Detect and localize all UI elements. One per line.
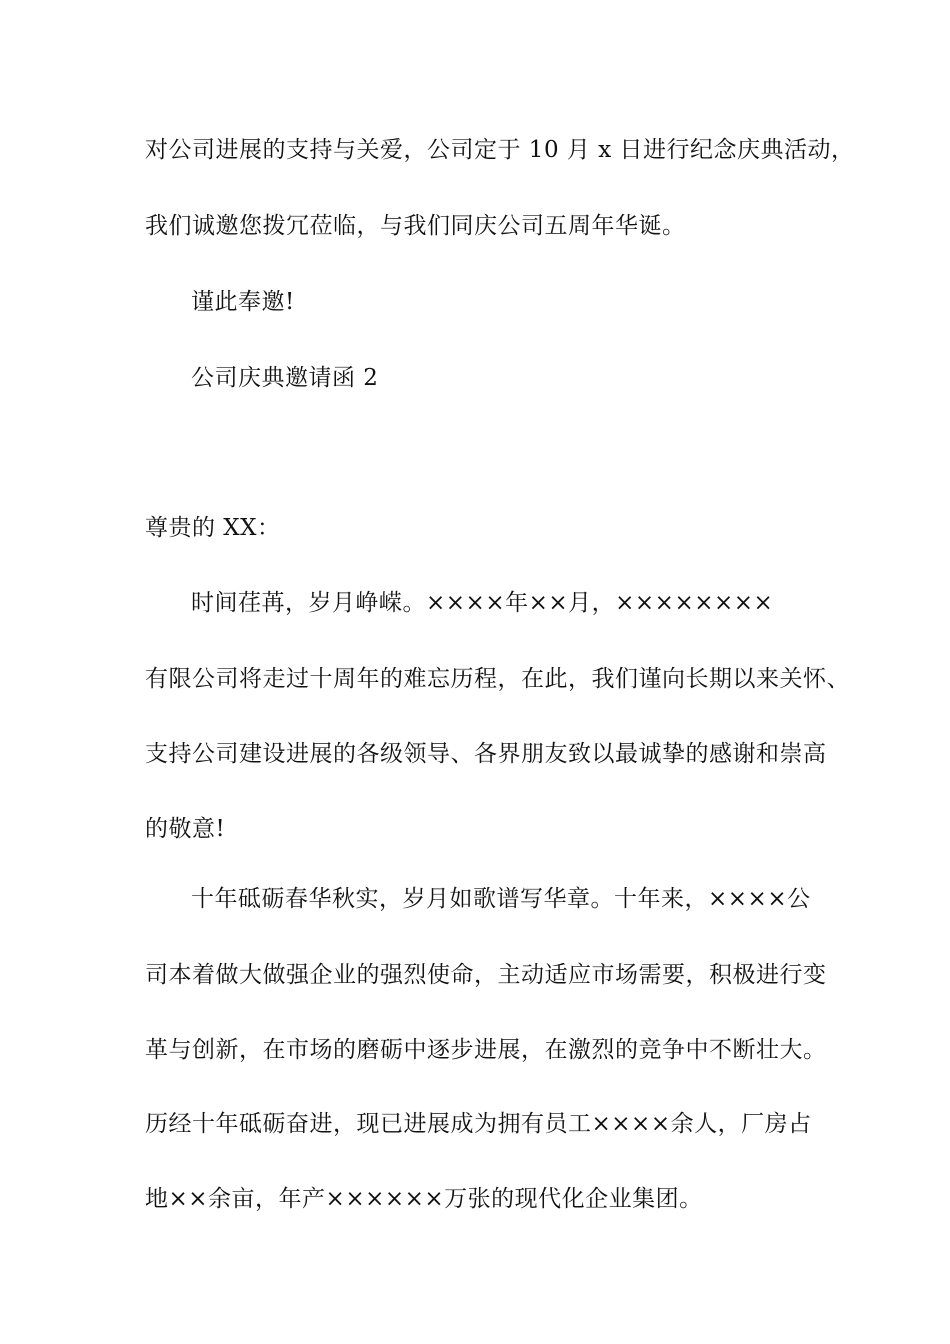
paragraph-line: 司本着做大做强企业的强烈使命，主动适应市场需要，积极进行变 (145, 962, 827, 988)
paragraph-line: 地××余亩，年产××××××万张的现代化企业集团。 (145, 1186, 703, 1212)
closing-phrase: 谨此奉邀! (191, 289, 295, 315)
paragraph-line: 的敬意! (145, 816, 226, 842)
paragraph-line: 有限公司将走过十周年的难忘历程，在此，我们谨向长期以来关怀、 (145, 666, 850, 692)
paragraph-line: 我们诚邀您拨冗莅临，与我们同庆公司五周年华诞。 (145, 213, 686, 239)
paragraph-line: 历经十年砥砺奋进，现已进展成为拥有员工××××余人，厂房占 (145, 1111, 812, 1137)
paragraph-line: 时间荏苒，岁月峥嵘。××××年××月，×××××××× (191, 590, 774, 616)
section-title: 公司庆典邀请函 2 (191, 365, 379, 391)
salutation: 尊贵的 XX： (145, 515, 281, 541)
paragraph-line: 对公司进展的支持与关爱，公司定于 10 月 x 日进行纪念庆典活动， (145, 137, 855, 163)
paragraph-line: 支持公司建设进展的各级领导、各界朋友致以最诚挚的感谢和崇高 (145, 741, 827, 767)
paragraph-line: 十年砥砺春华秋实，岁月如歌谱写华章。十年来，××××公 (191, 886, 811, 912)
paragraph-line: 革与创新，在市场的磨砺中逐步进展，在激烈的竞争中不断壮大。 (145, 1037, 827, 1063)
